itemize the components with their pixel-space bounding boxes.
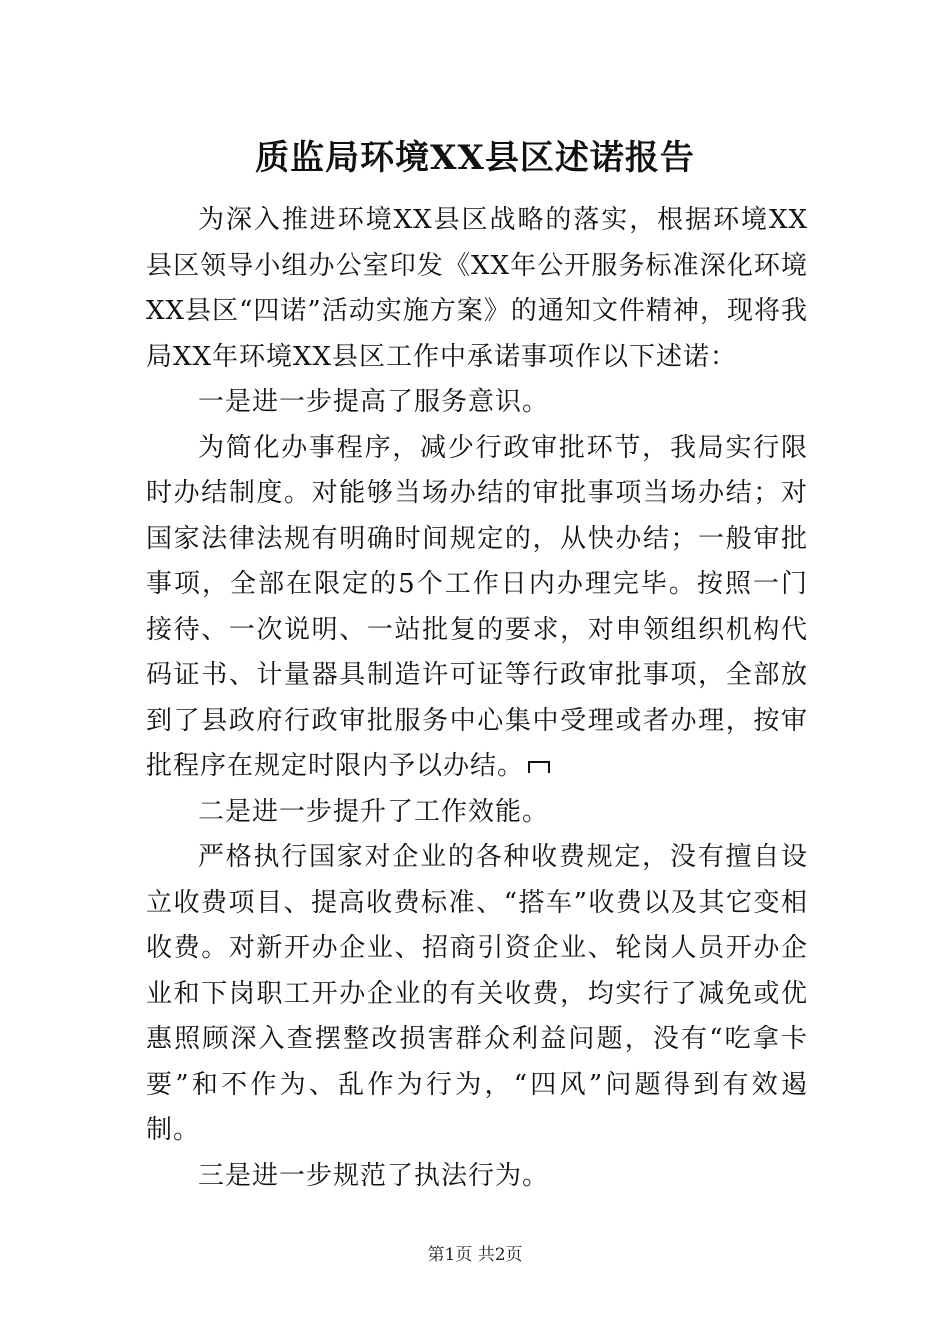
paragraph-body-1 — [146, 426, 808, 790]
document-body — [146, 198, 808, 1199]
paragraph-intro: 为深入推进环境XX县区战略的落实，根据环境XX县区领导小组办公室印发《XX年公开服务标准深化环境XX县区“四诺”活动实施方案》的通知文件精神，现将我局XX年环境XX县区工作中承诺事项作以下述诺： — [146, 205, 808, 372]
page-footer: 第1页 共2页 — [427, 1245, 523, 1265]
paragraph-heading-3: 三是进一步规范了执法行为。 — [198, 1160, 550, 1191]
paragraph-body-1-text: 为简化办事程序，减少行政审批环节，我局实行限时办结制度。对能够当场办结的审批事项当场办结；对国家法律法规有明确时间规定的，从快办结；一般审批事项，全部在限定的5个工作日内办理完毕。按照一门接待、一次说明、一站批复的要求，对申领组织机构代码证书、计量器具制造许可证等行政审批事项，全部放到了县政府行政审批服务中心集中受理或者办理，按审批程序在规定时限内予以办结。 — [146, 432, 808, 781]
document-title: 质监局环境XX县区述诺报告 — [255, 138, 695, 178]
edit-mark-icon — [528, 761, 550, 773]
paragraph-heading-1: 一是进一步提高了服务意识。 — [198, 387, 550, 417]
paragraph-body-2: 严格执行国家对企业的各种收费规定，没有擅自设立收费项目、提高收费标准、“搭车”收费以及其它变相收费。对新开办企业、招商引资企业、轮岗人员开办企业和下岗职工开办企业的有关收费，均实行了减免或优惠照顾深入查摆整改损害群众利益问题，没有“吃拿卡要”和不作为、乱作为行为，“四风”问题得到有效遏制。 — [146, 842, 808, 1145]
paragraph-heading-2: 二是进一步提升了工作效能。 — [198, 796, 550, 827]
